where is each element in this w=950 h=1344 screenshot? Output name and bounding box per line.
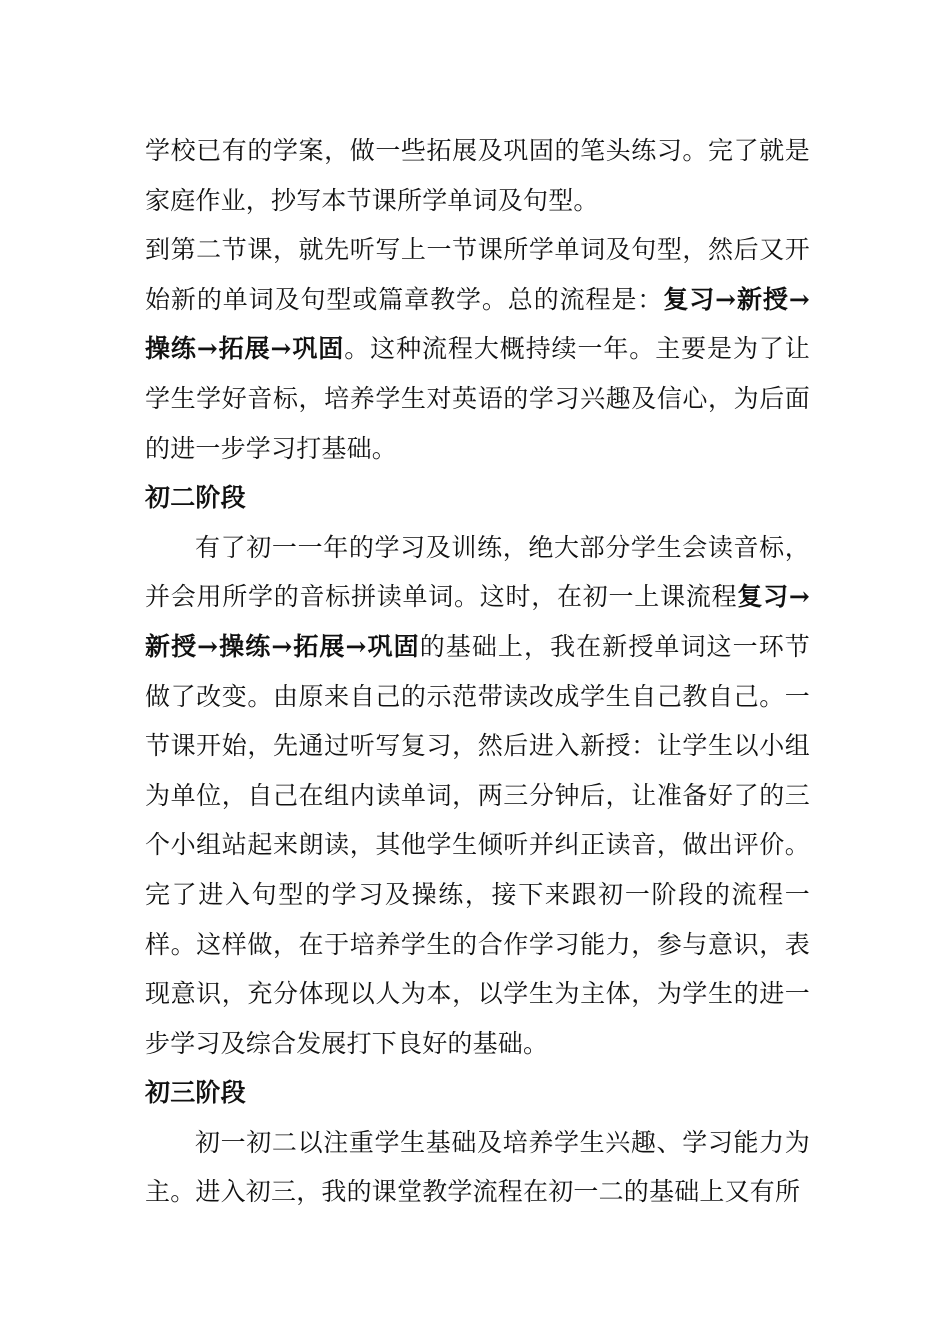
paragraph-homework: 学校已有的学案，做一些拓展及巩固的笔头练习。完了就是家庭作业，抄写本节课所学单词及句型。 [145, 136, 810, 215]
paragraph-text: 的基础上，我在新授单词这一环节做了改变。由原来自己的示范带读改成学生自己教自己。一节课开始，先通过听写复习，然后进入新授：让学生以小组为单位，自己在组内读单词，两三分钟后，让准备好了的三个小组站起来朗读，其他学生倾听并纠正读音，做出评价。完了进入句型的学习及操练，接下来跟初一阶段的流程一样。这样做，在于培养学生的合作学习能力，参与意识，表现意识，充分体现以人为本，以学生为主体，为学生的进一步学习及综合发展打下良好的基础。 [145, 631, 810, 1058]
flow-sequence: 复习→新授→操练→拓展→巩固 [145, 284, 810, 364]
paragraph-grade3: 初一初二以注重学生基础及培养学生兴趣、学习能力为主。进入初三，我的课堂教学流程在初一二的基础上又有所 [145, 1127, 810, 1207]
paragraph-text: 。这种流程大概持续一年。主要是为了让学生学好音标，培养学生对英语的学习兴趣及信心，为后面的进一步学习打基础。 [145, 334, 811, 463]
paragraph-text: 到第二节课，就先听写上一节课所学单词及句型，然后又开始新的单词及句型或篇章教学。总的流程是： [145, 235, 810, 314]
flow-sequence: 复习→新授→操练→拓展→巩固 [145, 582, 810, 661]
paragraph-grade1-flow [145, 225, 810, 473]
section-heading-grade3: 初三阶段 [145, 1078, 246, 1108]
paragraph-text: 有了初一一年的学习及训练，绝大部分学生会读音标，并会用所学的音标拼读单词。这时，在初一上课流程 [145, 532, 810, 612]
document-page [145, 126, 810, 1217]
paragraph-grade2 [145, 523, 810, 1069]
section-heading-grade2: 初二阶段 [145, 483, 246, 513]
